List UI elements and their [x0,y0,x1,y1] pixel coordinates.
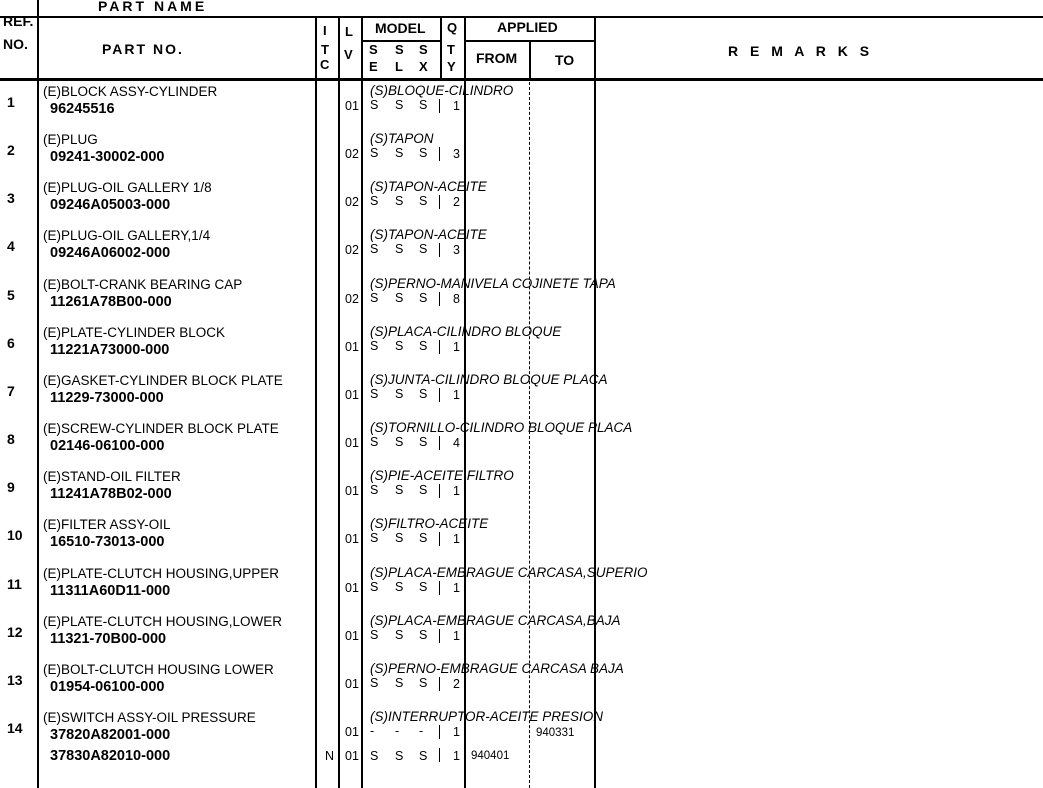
row-part-name: (E)PLATE-CYLINDER BLOCK [43,325,226,340]
row-lv: 01 [345,436,359,450]
row-model-sl: S [395,98,404,112]
row-model-sl: S [395,531,404,545]
col-divider-from-to [529,40,531,80]
header-model-sl-2: L [395,59,403,74]
row-part-no: 09246A05003-000 [50,197,171,213]
extra-from: 940401 [471,750,510,762]
row-model-tick [439,195,440,209]
row-remark: (S)JUNTA-CILINDRO BLOQUE PLACA [370,372,608,387]
row-part-no: 02146-06100-000 [50,438,165,454]
header-model-se-2: E [369,59,378,74]
row-model-se: S [370,291,379,305]
row-remark: (S)PLACA-EMBRAGUE CARCASA,SUPERIO [370,565,648,580]
header-bottom-rule [0,78,1043,81]
header-itc-i: I [323,23,327,38]
row-applied-to: 940331 [536,727,575,739]
row-lv: 02 [345,292,359,306]
extra-model-tick [439,748,440,762]
row-lv: 01 [345,725,359,739]
row-model-sl: S [395,435,404,449]
row-qty: 1 [453,532,460,546]
row-remark: (S)TAPON [370,131,434,146]
row-model-sl: S [395,194,404,208]
row-ref-no: 13 [7,672,23,688]
row-remark: (S)TORNILLO-CILINDRO BLOQUE PLACA [370,420,633,435]
row-part-name: (E)BLOCK ASSY-CYLINDER [43,84,218,99]
header-qty-y: Y [447,59,456,74]
row-model-se: S [370,580,379,594]
row-part-name: (E)BOLT-CRANK BEARING CAP [43,277,243,292]
row-part-name: (E)SWITCH ASSY-OIL PRESSURE [43,710,256,725]
header-itc-c: C [320,57,330,72]
row-ref-no: 2 [7,142,15,158]
row-model-sl: S [395,291,404,305]
col-divider-model [361,17,363,788]
row-ref-no: 7 [7,383,15,399]
row-lv: 01 [345,340,359,354]
row-model-se: S [370,676,379,690]
row-qty: 1 [453,629,460,643]
row-model-sl: S [395,146,404,160]
row-lv: 02 [345,243,359,257]
row-ref-no: 10 [7,527,23,543]
header-applied: APPLIED [497,19,558,35]
row-ref-no: 14 [7,720,23,736]
extra-qty: 1 [453,749,460,763]
row-part-no: 11321-70B00-000 [50,631,167,647]
extra-model-sx: S [419,749,428,763]
row-ref-no: 5 [7,287,15,303]
col-divider-lv [338,17,340,788]
row-qty: 3 [453,147,460,161]
row-model-se: S [370,628,379,642]
row-remark: (S)PLACA-CILINDRO BLOQUE [370,324,562,339]
row-model-sx: S [419,194,428,208]
header-remarks: R E M A R K S [728,43,874,59]
row-model-se: S [370,98,379,112]
row-model-sl: - [395,724,400,738]
row-part-no: 11221A73000-000 [50,342,170,358]
row-ref-no: 11 [7,576,22,592]
row-qty: 1 [453,340,460,354]
row-ref-no: 3 [7,190,15,206]
row-model-sl: S [395,387,404,401]
row-model-tick [439,99,440,113]
header-model-sx-2: X [419,59,428,74]
row-model-tick [439,629,440,643]
row-part-no: 16510-73013-000 [50,534,165,550]
row-remark: (S)PERNO-EMBRAGUE CARCASA BAJA [370,661,624,676]
row-qty: 2 [453,195,460,209]
row-model-sx: S [419,580,428,594]
row-model-tick [439,581,440,595]
row-part-no: 11241A78B02-000 [50,486,172,502]
row-part-no: 11311A60D11-000 [50,583,171,599]
row-qty: 2 [453,677,460,691]
row-qty: 8 [453,292,460,306]
row-lv: 02 [345,195,359,209]
col-divider-itc [315,17,317,788]
row-part-no: 11261A78B00-000 [50,294,172,310]
row-model-se: - [370,724,375,738]
row-model-sx: S [419,628,428,642]
row-model-tick [439,484,440,498]
row-lv: 01 [345,532,359,546]
row-part-name: (E)PLUG-OIL GALLERY 1/8 [43,180,212,195]
col-divider-qty-left [440,17,442,80]
row-remark: (S)TAPON-ACEITE [370,179,487,194]
row-part-name: (E)SCREW-CYLINDER BLOCK PLATE [43,421,279,436]
row-lv: 01 [345,581,359,595]
row-part-name: (E)BOLT-CLUTCH HOUSING LOWER [43,662,274,677]
row-qty: 4 [453,436,460,450]
row-lv: 01 [345,99,359,113]
row-model-sx: S [419,98,428,112]
row-remark: (S)PERNO-MANIVELA COJINETE TAPA [370,276,616,291]
row-model-sx: S [419,676,428,690]
row-qty: 3 [453,243,460,257]
row-model-sx: S [419,483,428,497]
row-qty: 1 [453,99,460,113]
extra-model-se: S [370,749,379,763]
row-model-sx: S [419,387,428,401]
header-to: TO [555,52,575,68]
row-part-name: (E)STAND-OIL FILTER [43,469,181,484]
row-part-no: 96245516 [50,101,115,117]
row-remark: (S)PIE-ACEITE FILTRO [370,468,514,483]
row-model-se: S [370,483,379,497]
header-ref: REF. [3,13,34,29]
header-itc-t: T [321,42,329,57]
header-model: MODEL [375,20,426,36]
row-model-sx: S [419,435,428,449]
row-lv: 01 [345,388,359,402]
header-part-name: PART NAME [98,0,208,14]
row-part-no: 01954-06100-000 [50,679,165,695]
row-part-name: (E)FILTER ASSY-OIL [43,517,171,532]
row-model-tick [439,292,440,306]
header-top-rule [0,16,1043,18]
row-remark: (S)INTERRUPTOR-ACEITE PRESION [370,709,604,724]
row-lv: 01 [345,484,359,498]
row-model-se: S [370,387,379,401]
row-part-name: (E)PLUG [43,132,98,147]
row-part-name: (E)PLUG-OIL GALLERY,1/4 [43,228,211,243]
row-qty: 1 [453,388,460,402]
header-model-sl-1: S [395,42,404,57]
row-model-tick [439,677,440,691]
row-remark: (S)BLOQUE-CILINDRO [370,83,514,98]
row-ref-no: 8 [7,431,15,447]
header-lv-l: L [345,24,353,39]
row-qty: 1 [453,581,460,595]
row-model-sl: S [395,483,404,497]
row-model-tick [439,725,440,739]
row-model-se: S [370,435,379,449]
row-lv: 01 [345,629,359,643]
header-lv-v: V [344,47,353,62]
row-model-sl: S [395,580,404,594]
row-model-sx: S [419,339,428,353]
row-qty: 1 [453,725,460,739]
row-model-se: S [370,531,379,545]
row-model-sx: S [419,531,428,545]
row-part-no: 11229-73000-000 [50,390,164,406]
row-model-sx: S [419,146,428,160]
row-model-tick [439,147,440,161]
header-qty-q: Q [447,20,458,35]
header-subrule-applied [464,40,595,42]
extra-itc: N [325,749,335,763]
header-model-sx-1: S [419,42,428,57]
header-model-se-1: S [369,42,378,57]
row-model-sl: S [395,628,404,642]
header-from: FROM [476,50,518,66]
row-model-se: S [370,146,379,160]
row-model-tick [439,532,440,546]
row-ref-no: 4 [7,238,15,254]
row-model-se: S [370,194,379,208]
row-ref-no: 9 [7,479,15,495]
row-part-name: (E)PLATE-CLUTCH HOUSING,UPPER [43,566,280,581]
row-part-name: (E)GASKET-CYLINDER BLOCK PLATE [43,373,283,388]
extra-lv: 01 [345,749,359,763]
row-model-se: S [370,339,379,353]
row-model-sl: S [395,242,404,256]
row-remark: (S)PLACA-EMBRAGUE CARCASA,BAJA [370,613,621,628]
row-part-no: 37820A82001-000 [50,727,171,743]
row-model-tick [439,340,440,354]
row-model-sl: S [395,676,404,690]
row-model-tick [439,243,440,257]
extra-part-no: 37830A82010-000 [50,748,171,764]
row-part-name: (E)PLATE-CLUTCH HOUSING,LOWER [43,614,283,629]
row-qty: 1 [453,484,460,498]
row-remark: (S)FILTRO-ACEITE [370,516,489,531]
header-qty-t: T [447,42,455,57]
applied-dash-divider [529,82,530,788]
row-remark: (S)TAPON-ACEITE [370,227,487,242]
header-no: NO. [3,36,28,52]
col-divider-ref [37,0,39,788]
row-ref-no: 6 [7,335,15,351]
row-model-tick [439,436,440,450]
row-lv: 01 [345,677,359,691]
row-ref-no: 12 [7,624,23,640]
row-model-sx: - [419,724,424,738]
row-part-no: 09241-30002-000 [50,149,165,165]
row-model-sx: S [419,291,428,305]
row-ref-no: 1 [7,94,15,110]
extra-model-sl: S [395,749,404,763]
row-model-sx: S [419,242,428,256]
header-part-no: PART NO. [102,41,184,57]
row-model-tick [439,388,440,402]
row-lv: 02 [345,147,359,161]
row-part-no: 09246A06002-000 [50,245,171,261]
row-model-sl: S [395,339,404,353]
row-model-se: S [370,242,379,256]
